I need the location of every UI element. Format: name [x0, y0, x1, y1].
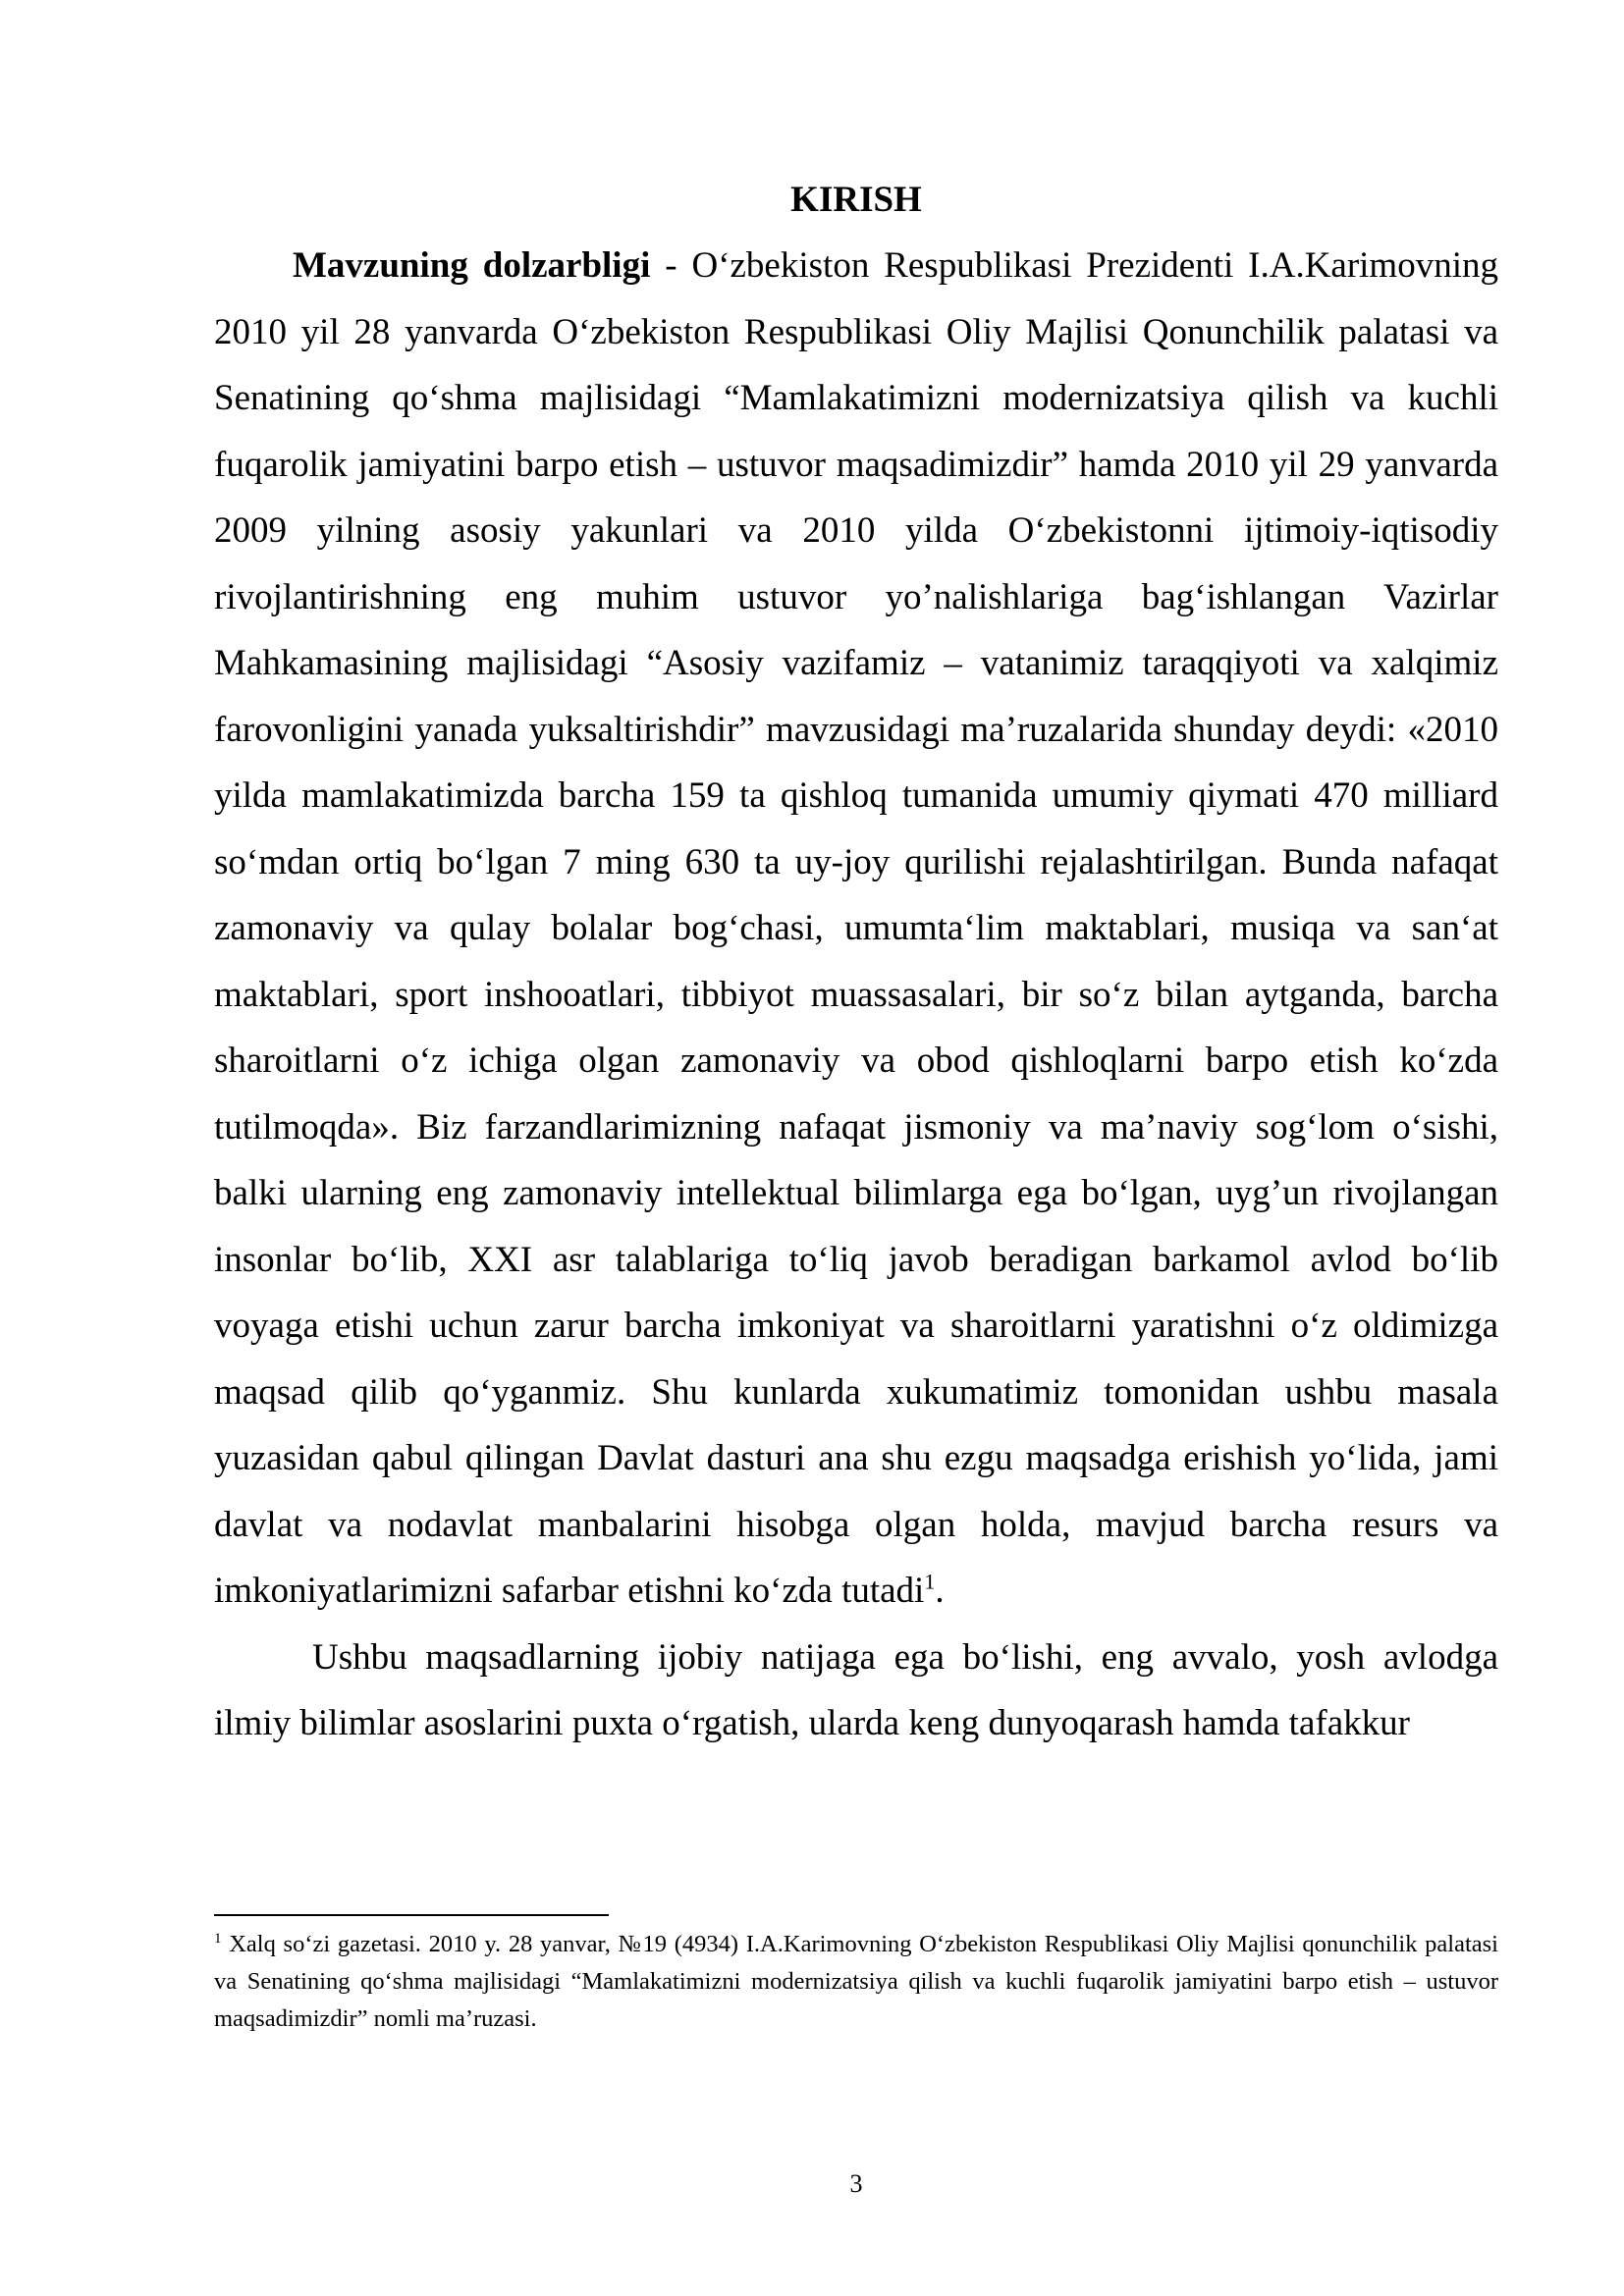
paragraph-goals: Ushbu maqsadlarning ijobiy natijaga ega bo‘lishi, eng avvalo, yosh avlodga ilmiy bilimlar asoslarini puxta o‘rgatish, ularda keng dunyoqarash hamda tafakkur — [214, 1636, 1498, 1743]
footnote — [214, 1926, 1498, 2038]
footnote-marker: 1 — [214, 1930, 222, 1947]
section-heading: KIRISH — [790, 180, 922, 220]
relevance-end: . — [935, 1571, 945, 1611]
relevance-lead: Mavzuning dolzarbligi — [293, 245, 651, 286]
body-text — [214, 233, 1498, 1757]
footnote-separator — [214, 1914, 609, 1916]
paragraph-relevance — [214, 233, 1498, 1625]
footnote-reference[interactable]: 1 — [924, 1569, 936, 1594]
page-number: 3 — [849, 2169, 863, 2198]
footnote-text: Xalq so‘zi gazetasi. 2010 y. 28 yanvar, №19 (4934) I.A.Karimovning O‘zbekiston Respublikasi Oliy Majlisi qonunchilik palatasi va Senatining qo‘shma majlisidagi “Mamlakatimizni modernizatsiya qilish va kuchli fuqarolik jamiyatini barpo etish – ustuvor maqsadimizdir” nomli ma’ruzasi. — [214, 1931, 1498, 2032]
relevance-text: - O‘zbekiston Respublikasi Prezidenti I.A.Karimovning 2010 yil 28 yanvarda O‘zbekiston Respublikasi Oliy Majlisi Qonunchilik palatasi va Senatining qo‘shma majlisidagi “Mamlakatimizni modernizatsiya qilish va kuchli fuqarolik jamiyatini barpo etish – ustuvor maqsadimizdir” hamda 2010 yil 29 yanvarda 2009 yilning asosiy yakunlari va 2010 yilda O‘zbekistonni ijtimoiy-iqtisodiy rivojlantirishning eng muhim ustuvor yo’nalishlariga bag‘ishlangan Vazirlar Mahkamasining majlisidagi “Asosiy vazifamiz – vatanimiz taraqqiyoti va xalqimiz farovonligini yanada yuksaltirishdir” mavzusidagi ma’ruzalarida shunday deydi: «2010 yilda mamlakatimizda barcha 159 ta qishloq tumanida umumiy qiymati 470 milliard so‘mdan ortiq bo‘lgan 7 ming 630 ta uy-joy qurilishi rejalashtirilgan. Bunda nafaqat zamonaviy va qulay bolalar bog‘chasi, umumta‘lim maktablari, musiqa va san‘at maktablari, sport inshooatlari, tibbiyot muassasalari, bir so‘z bilan aytganda, barcha sharoitlarni o‘z ichiga olgan zamonaviy va obod qishloqlarni barpo etish ko‘zda tutilmoqda». Biz farzandlarimizning nafaqat jismoniy va ma’naviy sog‘lom o‘sishi, balki ularning eng zamonaviy intellektual bilimlarga ega bo‘lgan, uyg’un rivojlangan insonlar bo‘lib, XXI asr talablariga to‘liq javob beradigan barkamol avlod bo‘lib voyaga etishi uchun zarur barcha imkoniyat va sharoitlarni yaratishni o‘z oldimizga maqsad qilib qo‘yganmiz. Shu kunlarda xukumatimiz tomonidan ushbu masala yuzasidan qabul qilingan Davlat dasturi ana shu ezgu maqsadga erishish yo‘lida, jami davlat va nodavlat manbalarini hisobga olgan holda, mavjud barcha resurs va imkoniyatlarimizni safarbar etishni ko‘zda tutadi — [214, 245, 1498, 1611]
